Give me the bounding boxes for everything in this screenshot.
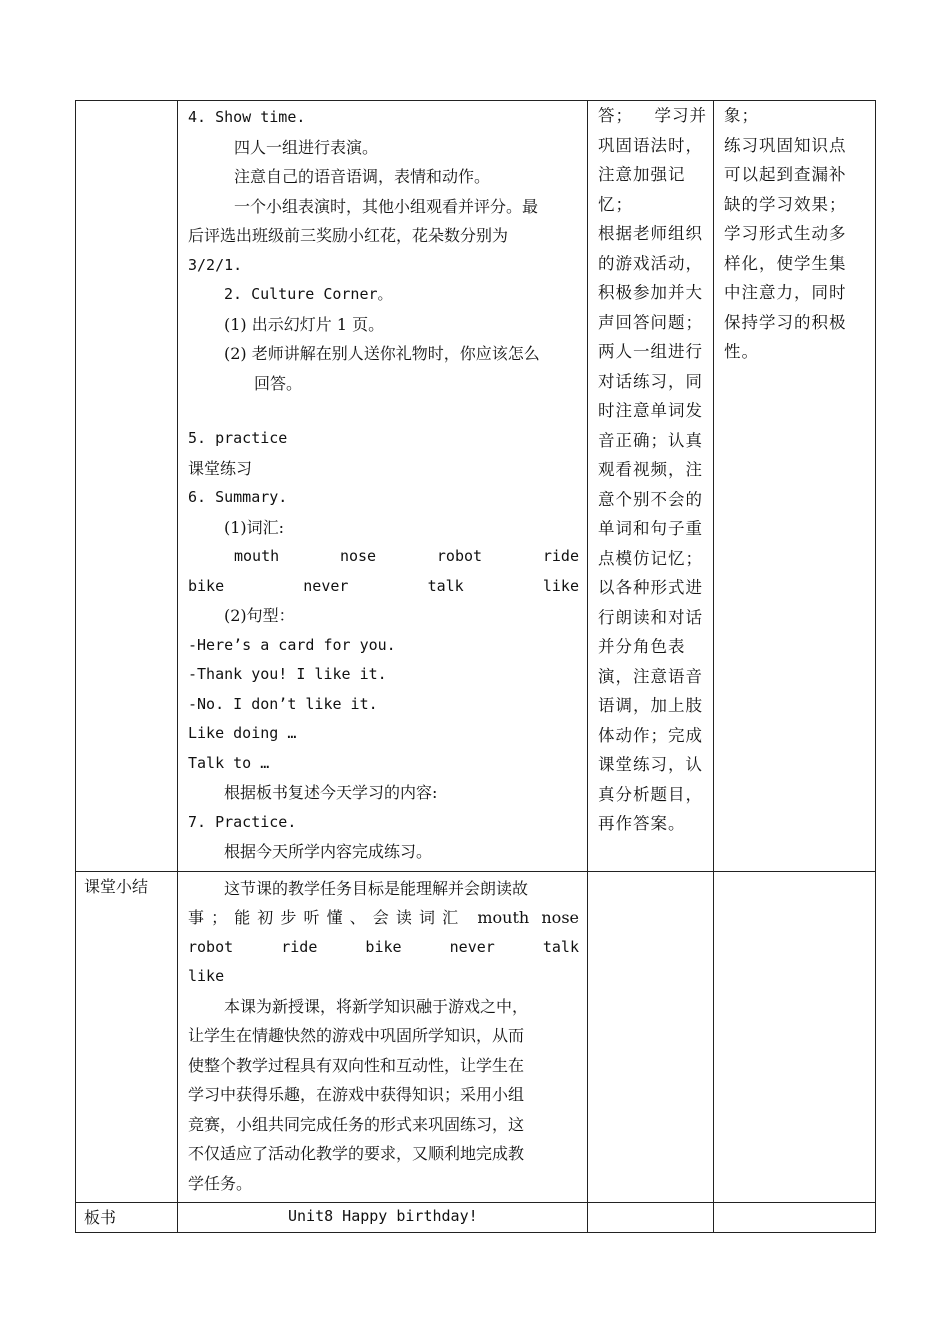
activity-line: 课堂练习: [188, 458, 253, 478]
activity-line: 2. Culture Corner。: [224, 285, 393, 303]
student-activity-line: 意个别不会的: [598, 489, 703, 509]
activity-line: 4. Show time.: [188, 108, 306, 126]
board-content-cell: [178, 1203, 588, 1233]
activity-line: mouth nose robot ride: [234, 547, 579, 565]
summary-line: 竞赛，小组共同完成任务的形式来巩固练习，这: [188, 1114, 525, 1134]
summary-label-cell: [76, 871, 178, 1203]
board-label-cell: [76, 1203, 178, 1233]
row-activities: [76, 101, 876, 872]
student-activity-line: 演，注意语音: [598, 666, 703, 686]
activity-line: [188, 398, 579, 424]
activity-line: 根据今天所学内容完成练习。: [224, 842, 433, 861]
design-intent-line: 样化，使学生集: [724, 253, 847, 273]
student-activity-line: 答；: [598, 106, 633, 125]
student-activity-line: 观看视频，注: [598, 460, 703, 479]
student-activity-line: 体动作；完成: [598, 725, 703, 745]
student-activity-line: 以各种形式进: [598, 578, 703, 597]
student-activity-line: 课堂练习，认: [598, 755, 703, 774]
student-activity-line: 积极参加并大: [598, 283, 703, 302]
summary-line: robot ride bike never talk: [188, 937, 579, 956]
summary-line: like: [188, 967, 225, 985]
design-intent-line: 学习形式生动多: [724, 224, 847, 243]
board-label: 板书: [84, 1208, 117, 1227]
design-intent-line: 中注意力，同时: [724, 283, 847, 302]
student-activity-line: 根据老师组织: [598, 224, 703, 243]
summary-line: 本课为新授课，将新学知识融于游戏之中，: [224, 996, 529, 1016]
student-activity-line: 行朗读和对话: [598, 607, 703, 627]
student-activity-line: 点模仿记忆；: [598, 548, 703, 568]
activity-line: Like doing …: [188, 724, 297, 742]
activity-line: (1)词汇:: [224, 517, 285, 537]
activity-line: bike never talk like: [188, 576, 579, 595]
activity-line: 注意自己的语音语调，表情和动作。: [234, 167, 491, 186]
activity-line: Talk to …: [188, 753, 270, 772]
student-activity-line: 巩固语法时，: [598, 135, 703, 155]
activity-line: 后评选出班级前三奖励小红花，花朵数分别为: [188, 226, 509, 245]
student-activity-line: 忆；: [598, 194, 633, 214]
summary-line: 使整个教学过程具有双向性和互动性，让学生在: [188, 1055, 525, 1075]
student-activity-line: 对话练习，同: [598, 371, 703, 391]
summary-line: 让学生在情趣快然的游戏中巩固所学知识，从而: [188, 1026, 525, 1045]
activity-line: 6. Summary.: [188, 488, 288, 506]
design-intent-line: 缺的学习效果；: [724, 194, 847, 214]
row-summary: [76, 871, 876, 1203]
student-activity-line: 再作答案。: [598, 814, 686, 833]
row-board: [76, 1203, 876, 1233]
board-title: Unit8 Happy birthday!: [288, 1207, 478, 1225]
student-activity-line: 的游戏活动，: [598, 253, 703, 273]
lesson-plan-table: [75, 100, 876, 1233]
design-intent-line: 练习巩固知识点: [724, 135, 847, 155]
student-activity-first-line: [598, 101, 707, 131]
activity-line: (1) 出示幻灯片 1 页。: [224, 314, 385, 334]
student-activity-line: 两人一组进行: [598, 342, 703, 361]
activity-line: 根据板书复述今天学习的内容:: [224, 783, 438, 802]
board-col4-cell: [714, 1203, 876, 1233]
activity-line: (2) 老师讲解在别人送你礼物时，你应该怎么: [224, 344, 540, 363]
summary-line: 学习中获得乐趣，在游戏中获得知识；采用小组: [188, 1085, 525, 1104]
student-activity-cell: [588, 101, 714, 872]
board-col3-cell: [588, 1203, 714, 1233]
activity-line: (2)句型：: [224, 606, 295, 625]
summary-content-cell: [178, 871, 588, 1203]
activities-cell: [178, 101, 588, 872]
design-intent-line: 保持学习的积极: [724, 312, 847, 332]
design-intent-text: [714, 101, 875, 367]
student-activity-line: 并分角色表: [598, 637, 686, 656]
student-activity-line: 真分析题目，: [598, 784, 703, 804]
student-activity-line: 注意加强记: [598, 165, 686, 184]
design-intent-cell: [714, 101, 876, 872]
activity-line: -No. I don’t like it.: [188, 694, 378, 713]
student-activity-line: 语调，加上肢: [598, 696, 703, 715]
summary-text: [178, 872, 587, 1203]
row-activities-label-cell: [76, 101, 178, 872]
summary-line: 学任务。: [188, 1173, 253, 1193]
design-intent-line: 性。: [724, 342, 759, 361]
activities-list: [178, 101, 587, 871]
summary-line: 不仅适应了活动化教学的要求，又顺利地完成教: [188, 1144, 525, 1163]
activity-line: 回答。: [254, 373, 303, 393]
design-intent-line: 象；: [724, 106, 759, 125]
summary-col4-cell: [714, 871, 876, 1203]
design-intent-line: 可以起到查漏补: [724, 165, 847, 184]
student-activity-line: 学习并: [654, 106, 707, 125]
student-activity-line: 时注意单词发: [598, 401, 703, 420]
summary-line: 事；能初步听懂、会读词汇 mouth nose: [188, 908, 579, 927]
activity-line: -Thank you! I like it.: [188, 665, 387, 683]
student-activity-line: 声回答问题；: [598, 312, 703, 332]
activity-line: -Here’s a card for you.: [188, 635, 396, 654]
activity-line: 5. practice: [188, 429, 288, 447]
student-activity-text: [588, 101, 713, 839]
summary-label: 课堂小结: [84, 876, 149, 896]
student-activity-line: 音正确；认真: [598, 430, 703, 450]
activity-line: 一个小组表演时，其他小组观看并评分。最: [234, 196, 539, 216]
activity-line: 四人一组进行表演。: [234, 137, 379, 157]
activity-line: 7. Practice.: [188, 812, 297, 831]
summary-col3-cell: [588, 871, 714, 1203]
activity-line: 3/2/1.: [188, 255, 243, 274]
student-activity-line: 单词和句子重: [598, 519, 703, 538]
summary-line: 这节课的教学任务目标是能理解并会朗读故: [224, 878, 529, 898]
